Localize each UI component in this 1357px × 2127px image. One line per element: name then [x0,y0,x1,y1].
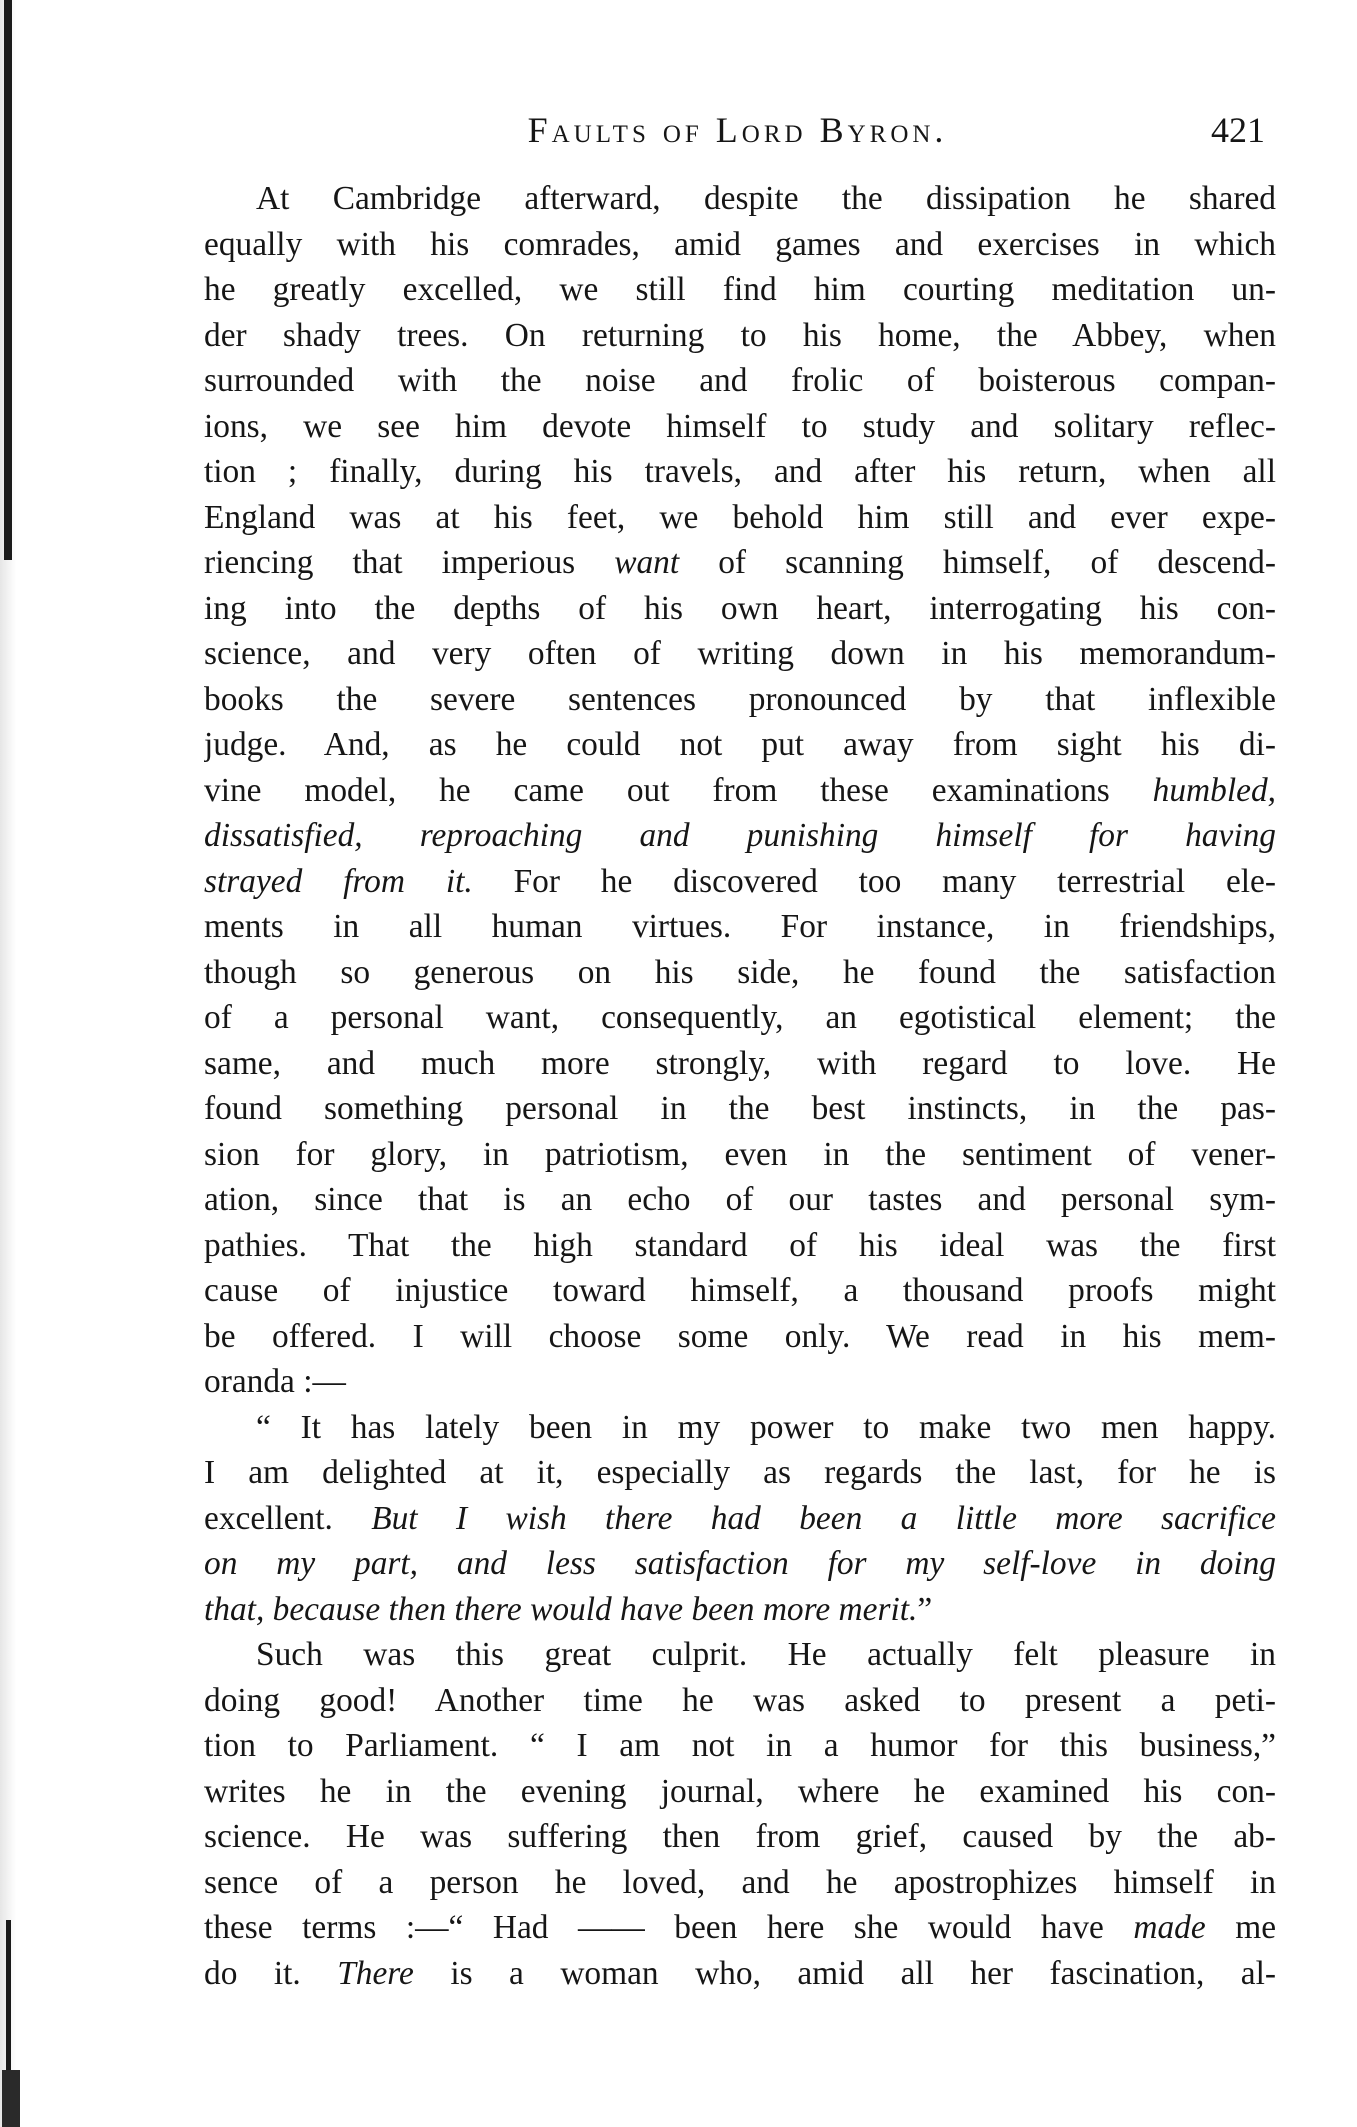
text-line: equally with his comrades, amid games and exercises in which [204,225,1276,263]
text-line: pathies. That the high standard of his ideal was the first [204,1226,1276,1264]
binding-shadow-bottom [6,1920,11,2070]
text-line: same, and much more strongly, with regard to love. He [204,1044,1276,1082]
text-line: tion to Parliament. “ I am not in a humor for this business,” [204,1727,1276,1764]
text-line: vine model, he came out from these examinations humbled, [204,771,1276,809]
running-head [200,102,1275,158]
text-line: ing into the depths of his own heart, interrogating his con- [204,589,1276,627]
binding-shadow-corner [2,2070,20,2127]
text-line: science, and very often of writing down in his memorandum- [204,635,1276,672]
page-number: 421 [1211,110,1265,150]
text-line: At Cambridge afterward, despite the dissipation he shared [256,180,1276,217]
text-line: sence of a person he loved, and he apostrophizes himself in [204,1863,1276,1901]
text-line: do it. There is a woman who, amid all her fascination, al- [204,1954,1276,1992]
text-line: dissatisfied, reproaching and punishing himself for having [204,817,1276,854]
binding-edge [0,0,16,2127]
text-line: that, because then there would have been more merit.” [204,1590,933,1628]
text-line: oranda :— [204,1363,346,1400]
text-line: books the severe sentences pronounced by that inflexible [204,680,1276,718]
body-text [204,176,1276,1996]
text-line: “ It has lately been in my power to make two men happy. [256,1408,1276,1446]
text-line: be offered. I will choose some only. We read in his mem- [204,1317,1276,1355]
text-line: of a personal want, consequently, an egotistical element; the [204,999,1276,1036]
text-line: I am delighted at it, especially as regards the last, for he is [204,1454,1276,1491]
text-line: sion for glory, in patriotism, even in the sentiment of vener- [204,1135,1276,1173]
binding-shadow-top [4,0,12,560]
text-line: ments in all human virtues. For instance, in friendships, [204,908,1276,945]
text-line: judge. And, as he could not put away from sight his di- [204,726,1276,763]
text-line: riencing that imperious want of scanning himself, of descend- [204,544,1276,581]
text-line: England was at his feet, we behold him still and ever expe- [204,498,1276,536]
running-head-title: Faults of Lord Byron. [527,110,948,150]
text-line: on my part, and less satisfaction for my self-love in doing [204,1545,1276,1582]
text-line: surrounded with the noise and frolic of boisterous compan- [204,362,1276,399]
text-line: tion ; finally, during his travels, and after his return, when all [204,453,1276,490]
text-line: though so generous on his side, he found the satisfaction [204,953,1276,991]
text-line: writes he in the evening journal, where he examined his con- [204,1772,1276,1810]
text-line: Such was this great culprit. He actually felt pleasure in [256,1636,1276,1673]
text-line: he greatly excelled, we still find him courting meditation un- [204,271,1276,308]
text-line: science. He was suffering then from grief, caused by the ab- [204,1818,1276,1855]
text-line: der shady trees. On returning to his home, the Abbey, when [204,316,1276,354]
text-line: ation, since that is an echo of our tastes and personal sym- [204,1181,1276,1218]
text-line: strayed from it. For he discovered too many terrestrial ele- [204,862,1276,900]
text-line: ions, we see him devote himself to study and solitary reflec- [204,407,1276,445]
text-line: excellent. But I wish there had been a little more sacrifice [204,1499,1276,1537]
text-line: found something personal in the best instincts, in the pas- [204,1090,1276,1127]
text-line: cause of injustice toward himself, a thousand proofs might [204,1272,1276,1309]
text-line: these terms :—“ Had —— been here she would have made me [204,1909,1276,1946]
text-line: doing good! Another time he was asked to present a peti- [204,1681,1276,1719]
